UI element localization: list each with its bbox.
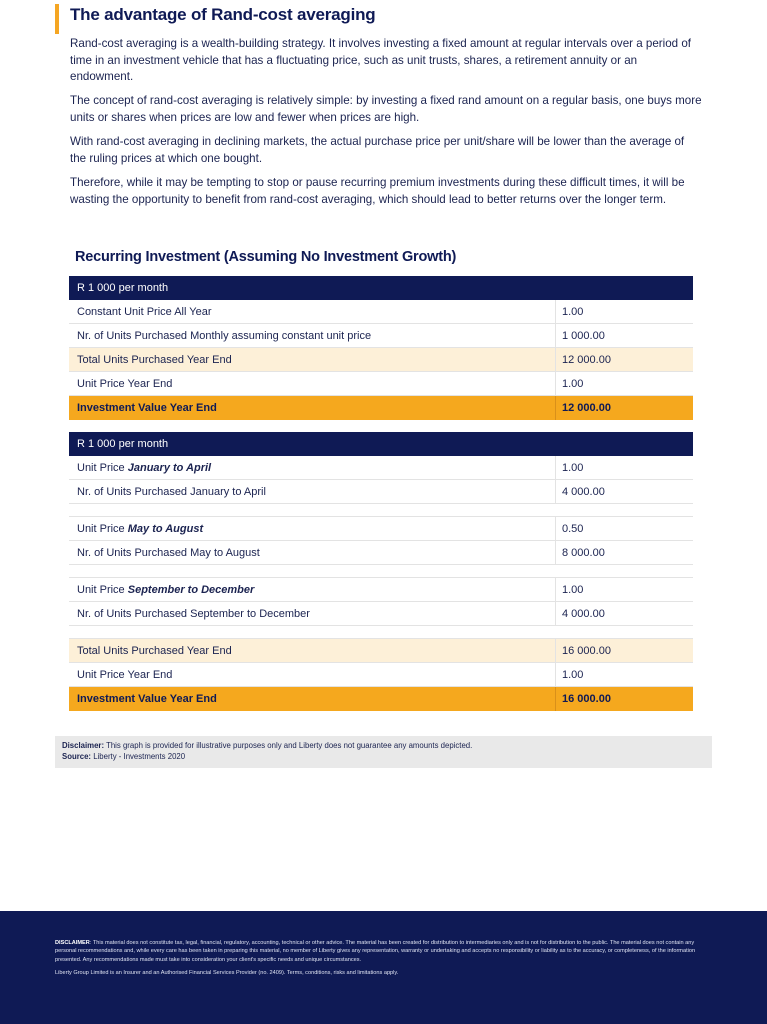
heading-accent-bar	[55, 4, 59, 34]
row-label: Nr. of Units Purchased Monthly assuming constant unit price	[69, 324, 556, 347]
row-value: 1.00	[562, 583, 584, 596]
total-units-row	[69, 348, 693, 372]
unit-price-row	[69, 517, 693, 541]
footer-disclaimer	[55, 939, 710, 964]
total-units-row	[69, 639, 693, 663]
row-label: Unit Price Year End	[69, 663, 556, 686]
row-value: 0.50	[562, 522, 584, 535]
row-value: 12 000.00	[562, 353, 611, 366]
unit-price-prefix: Unit Price	[77, 522, 128, 535]
row-value: 16 000.00	[562, 644, 611, 657]
disclaimer-label: Disclaimer:	[62, 741, 105, 750]
unit-price-prefix: Unit Price	[77, 583, 128, 596]
row-value: 4 000.00	[562, 607, 605, 620]
source-label: Source:	[62, 751, 92, 761]
row-value: 12 000.00	[562, 402, 611, 414]
table-header-label: R 1 000 per month	[77, 282, 169, 294]
investment-value-row	[69, 396, 693, 420]
table-row	[69, 663, 693, 687]
row-value: 1.00	[562, 305, 584, 318]
paragraph-conclusion: Therefore, while it may be tempting to stop or pause recurring premium investments during these difficult times, it will be wasting the opportunity to benefit from rand-cost averaging, which should lead to better returns over the longer term.	[70, 176, 685, 206]
row-label: Nr. of Units Purchased January to April	[69, 480, 556, 503]
period-name: September to December	[127, 583, 255, 596]
row-label	[69, 456, 556, 479]
table-row	[69, 324, 693, 348]
row-value: 1.00	[562, 461, 584, 474]
investment-value-row	[69, 687, 693, 711]
row-spacer	[69, 504, 693, 517]
period-name: January to April	[127, 461, 212, 474]
source-text: Liberty - Investments 2020	[91, 751, 186, 761]
paragraph-declining-markets: With rand-cost averaging in declining markets, the actual purchase price per unit/share will be lower than the average of the ruling prices at which one bought.	[70, 135, 685, 165]
row-value: 1 000.00	[562, 329, 605, 342]
row-label: Total Units Purchased Year End	[69, 639, 556, 662]
row-value: 8 000.00	[562, 546, 605, 559]
page-heading: The advantage of Rand-cost averaging	[70, 5, 376, 24]
units-purchased-row	[69, 541, 693, 565]
row-label	[69, 578, 556, 601]
row-value: 1.00	[562, 668, 584, 681]
row-spacer	[69, 565, 693, 578]
row-spacer	[69, 626, 693, 639]
disclaimer-line	[62, 741, 705, 752]
paragraph-intro: Rand-cost averaging is a wealth-building strategy. It involves investing a fixed amount at regular intervals over a period of time in an investment vehicle that has a fluctuating price, such as unit trusts, shares, a retirement annuity or an endowment.	[70, 37, 692, 83]
row-label	[69, 517, 556, 540]
footer-disclaimer-label: DISCLAIMER	[55, 940, 90, 946]
row-label: Total Units Purchased Year End	[69, 348, 556, 371]
page-footer	[0, 911, 767, 1024]
source-line	[62, 752, 705, 763]
period-name: May to August	[127, 522, 204, 535]
row-value: 16 000.00	[562, 693, 611, 705]
table-header-row	[69, 432, 693, 456]
paragraph-concept: The concept of rand-cost averaging is relatively simple: by investing a fixed rand amount on a regular basis, one buys more units or shares when prices are low and fewer when prices are high.	[70, 94, 702, 124]
row-value: 4 000.00	[562, 485, 605, 498]
table-header-row	[69, 276, 693, 300]
unit-price-prefix: Unit Price	[77, 461, 128, 474]
footer-disclaimer-text: : This material does not constitute tax, legal, financial, regulatory, accounting, technical or other advice. The material has been created for distribution to intermediaries only and is not for distribution to the public. The material does not contain any personal recommendations and, while every care has been taken in preparing this material, no member of Liberty gives any representation, warranty or undertaking and accepts no responsibility or liability as to the accuracy, or completeness, of the information presented. Any recommendations made must take into consideration your client's specific needs and unique circumstances.	[55, 940, 696, 963]
row-label: Investment Value Year End	[69, 396, 556, 420]
units-purchased-row	[69, 602, 693, 626]
table-fluctuating-price	[69, 432, 693, 711]
units-purchased-row	[69, 480, 693, 504]
row-label: Nr. of Units Purchased September to December	[69, 602, 556, 625]
unit-price-row	[69, 578, 693, 602]
row-label: Unit Price Year End	[69, 372, 556, 395]
table-row	[69, 300, 693, 324]
footer-registration: Liberty Group Limited is an Insurer and an Authorised Financial Services Provider (no. 2409). Terms, conditions, risks and limitations apply.	[55, 970, 399, 976]
row-value: 1.00	[562, 377, 584, 390]
table-constant-price	[69, 276, 693, 420]
table-row	[69, 372, 693, 396]
row-label: Investment Value Year End	[69, 687, 556, 711]
table-title: Recurring Investment (Assuming No Investment Growth)	[75, 249, 457, 265]
disclaimer-text: This graph is provided for illustrative purposes only and Liberty does not guarantee any amounts depicted.	[104, 741, 473, 750]
row-label: Constant Unit Price All Year	[69, 300, 556, 323]
table-header-label: R 1 000 per month	[77, 438, 169, 450]
row-label: Nr. of Units Purchased May to August	[69, 541, 556, 564]
unit-price-row	[69, 456, 693, 480]
chart-disclaimer-box	[55, 736, 712, 768]
